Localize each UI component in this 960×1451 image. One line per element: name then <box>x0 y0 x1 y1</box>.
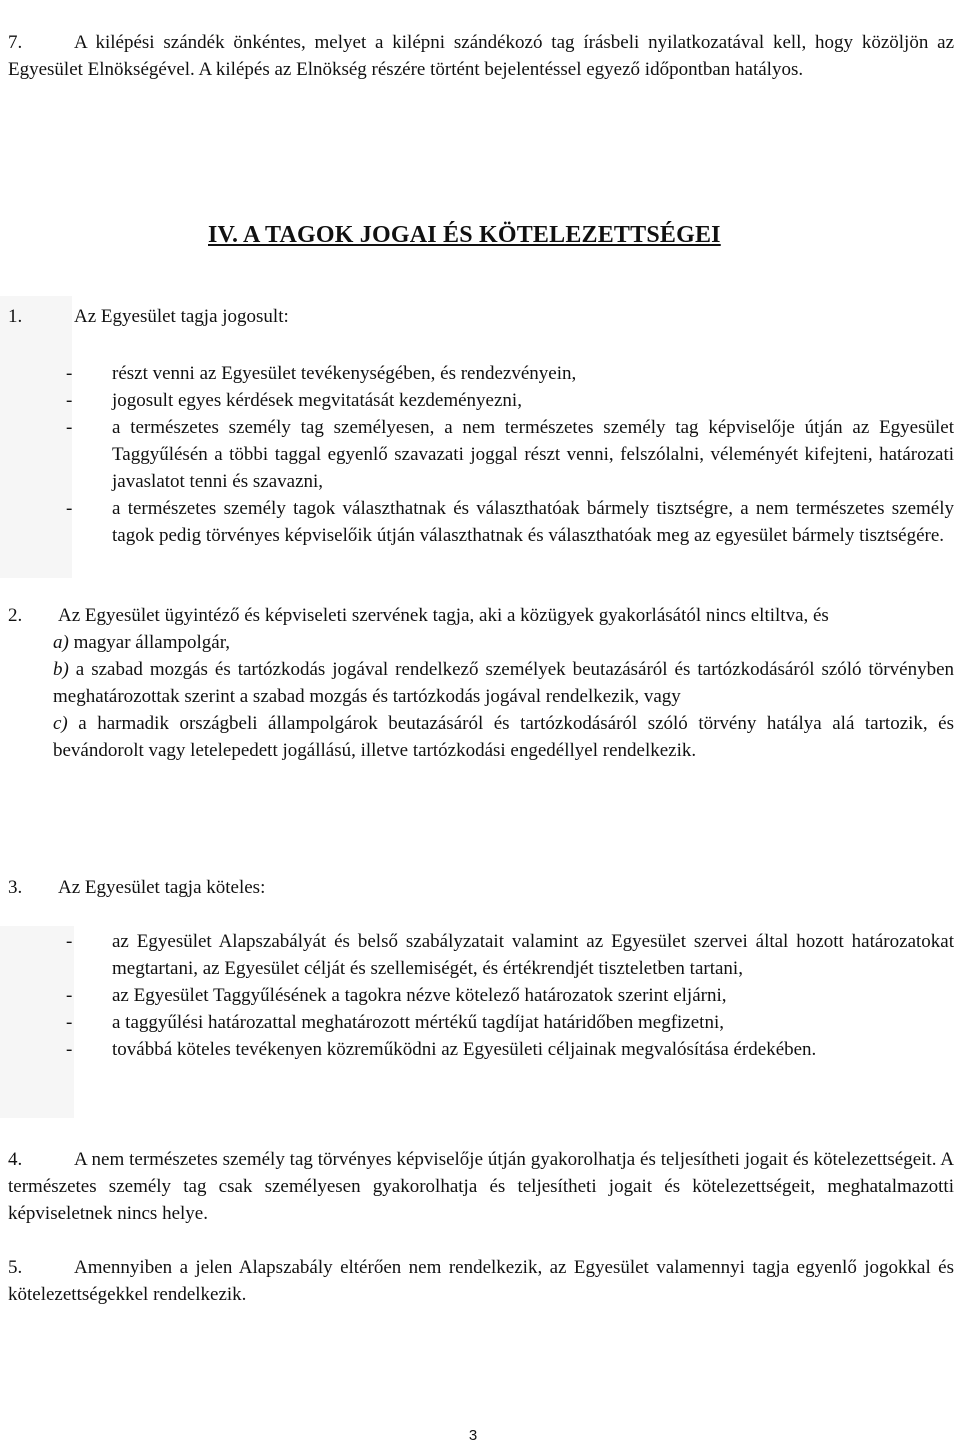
paragraph-number: 5. <box>8 1257 23 1278</box>
list-dash: - <box>66 985 73 1006</box>
list-item-text: az Egyesület Taggyűlésének a tagokra nézve kötelező határozatok szerint eljárni, <box>112 985 727 1006</box>
paragraph-1 <box>8 303 954 549</box>
paragraph-intro: Az Egyesület ügyintéző és képviseleti szervének tagja, aki a közügyek gyakorlásától nincs eltiltva, és <box>58 605 829 626</box>
paragraph-number: 3. <box>8 877 23 898</box>
paragraph-text: Amennyiben a jelen Alapszabály eltérően nem rendelkezik, az Egyesület valamennyi tagja egyenlő jogokkal és kötelezettségekkel rendelkezik. <box>8 1257 954 1305</box>
paragraph-text: A kilépési szándék önkéntes, melyet a kilépni szándékozó tag írásbeli nyilatkozatával kell, hogy közöljön az Egyesület Elnökségével. A kilépés az Elnökség részére történt bejelentéssel egyező időpontban hatályos. <box>8 32 954 80</box>
list-item-text: továbbá köteles tevékenyen közreműködni az Egyesületi céljainak megvalósítása érdekében. <box>112 1039 817 1060</box>
paragraph-2 <box>8 602 954 764</box>
list-item-text: jogosult egyes kérdések megvitatását kezdeményezni, <box>112 390 522 411</box>
list-item-text: a természetes személy tag személyesen, a nem természetes személy tag képviselője útján az Egyesület Taggyűlésén a többi taggal egyenlő szavazati joggal részt venni, felszólalni, véleményét kifejteni, határozati javaslatot tenni és szavazni, <box>112 417 954 492</box>
paragraph-number: 7. <box>8 32 23 53</box>
list-item <box>8 360 954 387</box>
paragraph-number: 1. <box>8 306 23 327</box>
condition-b <box>8 656 954 710</box>
list-item <box>8 414 954 495</box>
list-item-text: részt venni az Egyesület tevékenységében, és rendezvényein, <box>112 363 577 384</box>
condition-a-text: magyar állampolgár, <box>68 632 231 653</box>
list-item-text: az Egyesület Alapszabályát és belső szabályzatait valamint az Egyesület szervei által hozott határozatokat megtartani, az Egyesület célját és szellemiségét, és értékrendjét tiszteletben tartani, <box>112 931 954 979</box>
paragraph-text: A nem természetes személy tag törvényes képviselője útján gyakorolhatja és teljesítheti jogait és kötelezettségeit. A természetes személy tag csak személyesen gyakorolhatja és teljesítheti jogait és kötelezettségeit, meghatalmazotti képviseletnek nincs helye. <box>8 1149 954 1224</box>
list-item <box>8 387 954 414</box>
condition-c-text: a harmadik országbeli állampolgárok beutazásáról és tartózkodásáról szóló törvény hatálya alá tartozik, és bevándorolt vagy letelepedett jogállású, illetve tartózkodási engedéllyel rendelkezik. <box>53 713 954 761</box>
condition-b-mark: b) <box>53 659 69 680</box>
page-number: 3 <box>468 1427 478 1444</box>
obligations-list <box>8 928 954 1063</box>
condition-b-text: a szabad mozgás és tartózkodás jogával rendelkező személyek beutazásáról és tartózkodásáról szóló törvényben meghatározottak szerint a szabad mozgás és tartózkodás jogával rendelkezik, vagy <box>53 659 954 707</box>
paragraph-3 <box>8 874 954 1063</box>
condition-c <box>8 710 954 764</box>
paragraph-4 <box>8 1146 954 1227</box>
list-item <box>8 982 954 1009</box>
list-item <box>8 928 954 982</box>
list-dash: - <box>66 390 73 411</box>
condition-a-mark: a) <box>53 632 69 653</box>
list-item-text: a természetes személy tagok választhatnak és választhatóak bármely tisztségre, a nem természetes személy tagok pedig törvényes képviselőik útján választhatnak és választhatóak meg az egyesület bármely tisztségére. <box>112 498 954 546</box>
paragraph-number: 2. <box>8 605 23 626</box>
list-dash: - <box>66 498 73 519</box>
list-dash: - <box>66 931 73 952</box>
list-item <box>8 1009 954 1036</box>
paragraph-intro: Az Egyesület tagja köteles: <box>58 877 266 898</box>
paragraph-number: 4. <box>8 1149 23 1170</box>
paragraph-5 <box>8 1254 954 1308</box>
rights-list <box>8 360 954 549</box>
list-dash: - <box>66 417 73 438</box>
condition-a <box>8 629 954 656</box>
paragraph-intro: Az Egyesület tagja jogosult: <box>74 306 289 327</box>
list-dash: - <box>66 363 73 384</box>
condition-c-mark: c) <box>53 713 68 734</box>
list-item-text: a taggyűlési határozattal meghatározott mértékű tagdíjat határidőben megfizetni, <box>112 1012 724 1033</box>
list-item <box>8 1036 954 1063</box>
paragraph-7 <box>8 29 954 83</box>
list-dash: - <box>66 1012 73 1033</box>
section-title: IV. A TAGOK JOGAI ÉS KÖTELEZETTSÉGEI <box>208 222 721 248</box>
list-dash: - <box>66 1039 73 1060</box>
list-item <box>8 495 954 549</box>
